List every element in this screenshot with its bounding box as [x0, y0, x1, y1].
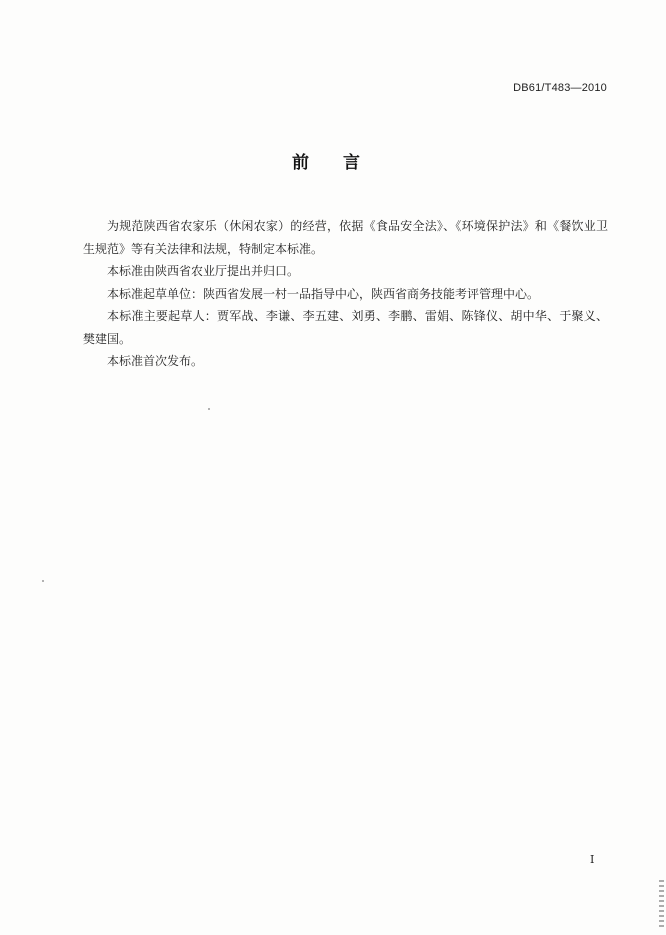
scan-edge-mark [659, 880, 664, 930]
paragraph-drafting-units: 本标准起草单位：陕西省发展一村一品指导中心，陕西省商务技能考评管理中心。 [107, 286, 540, 301]
standard-code: DB61/T483—2010 [513, 82, 607, 94]
scan-speck [42, 580, 44, 582]
paragraph-first-release: 本标准首次发布。 [107, 354, 204, 368]
scan-speck [208, 408, 210, 410]
paragraph-purpose: 为规范陕西省农家乐（休闲农家）的经营，依据《食品安全法》、《环境保护法》和《餐饮业卫生规范》等有关法律和法规，特制定本标准。 [83, 219, 608, 256]
paragraph-drafters: 本标准主要起草人：贾军战、李谦、李五建、刘勇、李鹏、雷娟、陈锋仪、胡中华、于聚义、樊建国。 [83, 309, 608, 346]
page-number: I [590, 853, 595, 866]
paragraph-proposer: 本标准由陕西省农业厅提出并归口。 [107, 264, 300, 278]
page-title: 前 言 [292, 153, 374, 173]
foreword-body [83, 215, 608, 373]
